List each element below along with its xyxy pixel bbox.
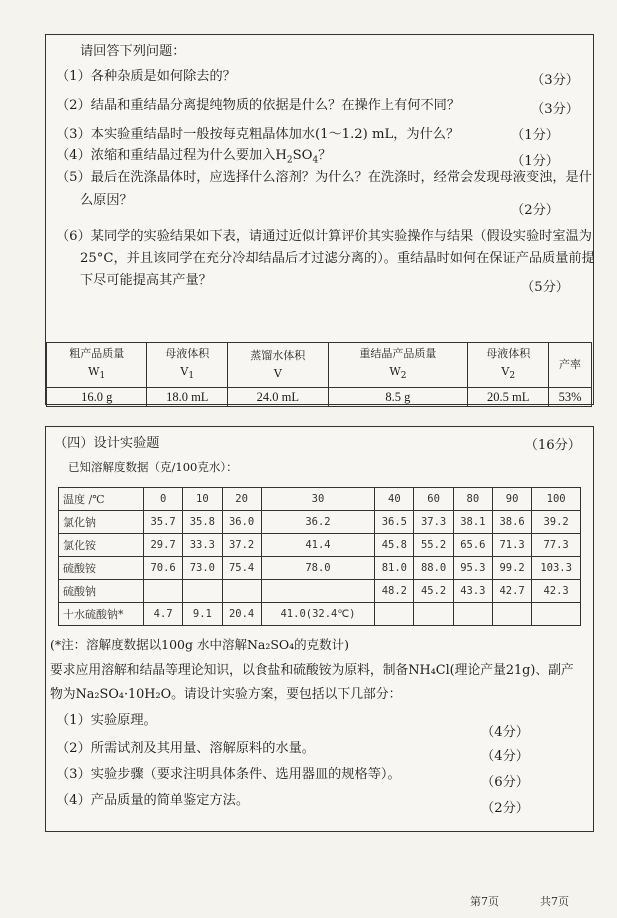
header-yield: 产率: [549, 343, 592, 388]
table-cell: 37.3: [414, 511, 453, 534]
question-section-box: [45, 34, 594, 405]
section-score: （16分）: [524, 438, 581, 453]
part-4: （4）产品质量的简单鉴定方法。: [56, 793, 250, 808]
question-6-score: （5分）: [521, 280, 569, 295]
temp-cell: 20: [222, 488, 261, 511]
value-v: 24.0 mL: [228, 388, 328, 407]
question-1-score: （3分）: [531, 73, 579, 88]
table-cell: 35.8: [183, 511, 222, 534]
table-row: [59, 534, 581, 557]
table-cell: 70.6: [144, 557, 183, 580]
temp-cell: 60: [414, 488, 453, 511]
table-cell: 36.2: [261, 511, 374, 534]
section-title: （四）设计实验题: [54, 436, 160, 451]
table-cell: 42.7: [492, 580, 531, 603]
section-intro: 请回答下列问题：: [80, 44, 186, 59]
table-cell: 43.3: [453, 580, 492, 603]
table-header-row: [59, 488, 581, 511]
table-cell: 48.2: [375, 580, 414, 603]
question-6: （6）某同学的实验结果如下表，请通过近似计算评价其实验操作与结果（假设实验时室温为25°C，并且该同学在充分冷却结晶后才过滤分离的）。重结晶时如何在保证产品质量前提下尽可能提高其产量？: [56, 229, 595, 288]
part-2-score: （4分）: [481, 749, 529, 764]
temp-cell: 10: [183, 488, 222, 511]
part-1-score: （4分）: [481, 725, 529, 740]
solubility-note: (*注：溶解度数据以100g 水中溶解Na₂SO₄的克数计): [50, 637, 350, 652]
table-cell: [532, 603, 581, 626]
table-cell: 65.6: [453, 534, 492, 557]
table-cell: 88.0: [414, 557, 453, 580]
value-w2: 8.5 g: [328, 388, 468, 407]
table-cell: 36.0: [222, 511, 261, 534]
table-cell: 41.4: [261, 534, 374, 557]
table-cell: [375, 603, 414, 626]
table-cell: 36.5: [375, 511, 414, 534]
temp-cell: 100: [532, 488, 581, 511]
question-2: （2）结晶和重结晶分离提纯物质的依据是什么？在操作上有何不同？: [56, 98, 461, 113]
page-total: 共7页: [540, 895, 569, 908]
temp-cell: 30: [261, 488, 374, 511]
table-cell: 39.2: [532, 511, 581, 534]
table-cell: 42.3: [532, 580, 581, 603]
table-cell: [144, 580, 183, 603]
table-cell: 41.0(32.4℃): [261, 603, 374, 626]
question-4: （4）浓缩和重结晶过程为什么要加入$H_2SO_4$？: [56, 148, 332, 166]
part-1: （1）实验原理。: [56, 713, 157, 728]
page-number: 第7页: [470, 895, 499, 908]
question-1: （1）各种杂质是如何除去的？: [56, 69, 236, 84]
header-v: 蒸馏水体积 V: [228, 343, 328, 388]
part-3-score: （6分）: [481, 775, 529, 790]
table-cell: [492, 603, 531, 626]
table-cell: 99.2: [492, 557, 531, 580]
table-cell: 95.3: [453, 557, 492, 580]
question-5: （5）最后在洗涤晶体时，应选择什么溶剂？为什么？在洗涤时，经常会发现母液变浊，是什么原因？: [56, 170, 592, 208]
design-experiment-box: [45, 426, 594, 832]
row-label: 十水硫酸钠*: [59, 603, 144, 626]
table-cell: 20.4: [222, 603, 261, 626]
value-v1: 18.0 mL: [147, 388, 228, 407]
table-cell: 103.3: [532, 557, 581, 580]
question-5-score: （2分）: [511, 203, 559, 218]
temperature-header: 温度 /℃: [59, 488, 144, 511]
temp-cell: 80: [453, 488, 492, 511]
table-cell: [183, 580, 222, 603]
table-cell: 33.3: [183, 534, 222, 557]
table-cell: 71.3: [492, 534, 531, 557]
row-label: 硫酸铵: [59, 557, 144, 580]
table-cell: [261, 580, 374, 603]
table-cell: 37.2: [222, 534, 261, 557]
table-cell: 45.8: [375, 534, 414, 557]
header-w1: 粗产品质量 $W_1$: [47, 343, 147, 388]
temp-cell: 40: [375, 488, 414, 511]
question-3-score: （1分）: [511, 128, 559, 143]
table-cell: 55.2: [414, 534, 453, 557]
table-row: [59, 580, 581, 603]
table-cell: 35.7: [144, 511, 183, 534]
value-w1: 16.0 g: [47, 388, 147, 407]
table-row: [59, 511, 581, 534]
table-cell: 29.7: [144, 534, 183, 557]
header-v2: 母液体积 $V_2$: [468, 343, 549, 388]
table-cell: 9.1: [183, 603, 222, 626]
table-cell: 77.3: [532, 534, 581, 557]
question-4-score: （1分）: [511, 154, 559, 169]
table-cell: [222, 580, 261, 603]
row-label: 硫酸钠: [59, 580, 144, 603]
header-w2: 重结晶产品质量 $W_2$: [328, 343, 468, 388]
table-cell: 73.0: [183, 557, 222, 580]
table-cell: 4.7: [144, 603, 183, 626]
value-yield: 53%: [549, 388, 592, 407]
row-label: 氯化钠: [59, 511, 144, 534]
solubility-caption: 已知溶解度数据（克/100克水）：: [68, 460, 238, 474]
table-cell: 78.0: [261, 557, 374, 580]
part-4-score: （2分）: [481, 801, 529, 816]
value-v2: 20.5 mL: [468, 388, 549, 407]
temp-cell: 90: [492, 488, 531, 511]
part-2: （2）所需试剂及其用量、溶解原料的水量。: [56, 741, 315, 756]
table-cell: [453, 603, 492, 626]
header-v1: 母液体积 $V_1$: [147, 343, 228, 388]
solubility-table: [58, 487, 581, 626]
table-cell: [414, 603, 453, 626]
part-3: （3）实验步骤（要求注明具体条件、选用器皿的规格等）。: [56, 767, 401, 782]
table-cell: 75.4: [222, 557, 261, 580]
table-cell: 38.1: [453, 511, 492, 534]
table-row: [59, 557, 581, 580]
experiment-results-table: [46, 342, 592, 407]
temp-cell: 0: [144, 488, 183, 511]
table-cell: 81.0: [375, 557, 414, 580]
table-cell: 38.6: [492, 511, 531, 534]
question-3: （3）本实验重结晶时一般按每克粗晶体加水(1～1.2) mL，为什么？: [56, 127, 460, 142]
requirement-text: 要求应用溶解和结晶等理论知识，以食盐和硫酸铵为原料，制备NH₄Cl(理论产量21g)、副产物为Na₂SO₄·10H₂O。请设计实验方案，要包括以下几部分：: [50, 663, 574, 702]
question-2-score: （3分）: [531, 102, 579, 117]
table-row: [59, 603, 581, 626]
table-cell: 45.2: [414, 580, 453, 603]
row-label: 氯化铵: [59, 534, 144, 557]
